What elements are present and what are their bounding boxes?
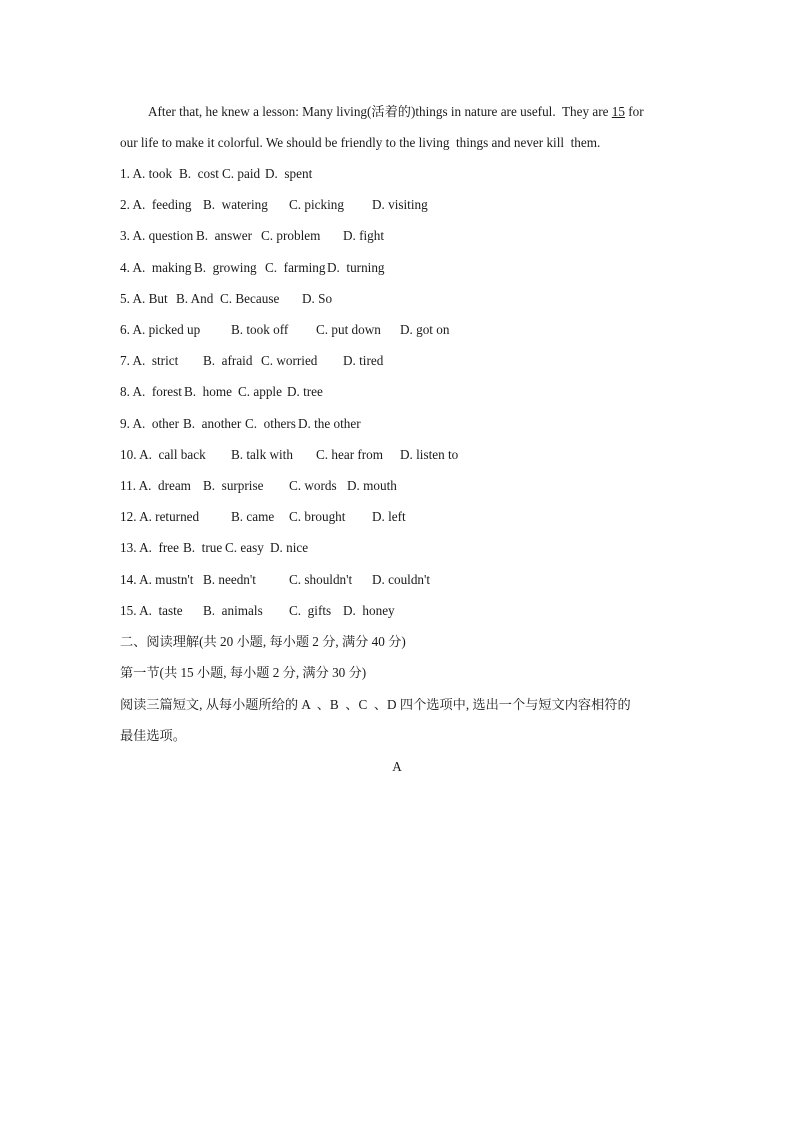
option-a: [120, 415, 179, 433]
question-number: 1.: [120, 166, 133, 181]
option-b: B. another: [183, 416, 242, 431]
question-number: 10.: [120, 447, 140, 462]
option-a: [120, 477, 191, 495]
option-d: D. left: [372, 509, 406, 524]
option-c: C. paid: [222, 166, 261, 181]
question-number: 13.: [120, 540, 140, 555]
question-number: 7.: [120, 353, 133, 368]
option-a: [120, 290, 168, 308]
option-d: D. got on: [400, 322, 450, 337]
option-text: A. picked up: [132, 322, 201, 337]
option-c: C. others: [245, 416, 296, 431]
question-number: 14.: [120, 572, 140, 587]
option-d: D. So: [302, 291, 333, 306]
option-d: D. tired: [343, 353, 384, 368]
option-d: D. fight: [343, 228, 385, 243]
option-c: C. apple: [238, 384, 282, 399]
option-b: B. afraid: [203, 353, 253, 368]
question-number: 2.: [120, 197, 133, 212]
option-b: B. watering: [203, 197, 268, 212]
option-b: B. needn't: [203, 572, 256, 587]
option-b: B. home: [184, 384, 232, 399]
passage-label: A: [392, 759, 402, 774]
option-c: C. worried: [261, 353, 318, 368]
option-text: A. free: [139, 540, 179, 555]
option-text: A. feeding: [132, 197, 192, 212]
passage-text: After that, he knew a lesson: Many living(: [148, 104, 372, 119]
option-b: B. took off: [231, 322, 289, 337]
instruction-line-1: 阅读三篇短文, 从每小题所给的 A 、B 、C 、D 四个选项中, 选出一个与短文内容相符的: [120, 697, 631, 712]
question-number: 8.: [120, 384, 133, 399]
option-d: D. honey: [343, 603, 395, 618]
option-a: [120, 196, 191, 214]
subsection-heading: 第一节(共 15 小题, 每小题 2 分, 满分 30 分): [120, 665, 367, 680]
option-c: C. easy: [225, 540, 264, 555]
option-c: C. hear from: [316, 447, 384, 462]
option-text: A. returned: [139, 509, 200, 524]
question-number: 15.: [120, 603, 140, 618]
option-text: A. call back: [139, 447, 206, 462]
chinese-gloss: 活着的: [371, 104, 411, 119]
option-c: C. gifts: [289, 603, 332, 618]
option-text: A. other: [132, 416, 179, 431]
option-d: D. the other: [298, 416, 361, 431]
instruction-line-2: 最佳选项。: [120, 728, 186, 743]
question-number: 11.: [120, 478, 139, 493]
option-text: A. question: [132, 228, 194, 243]
option-b: B. growing: [194, 260, 257, 275]
option-text: A. making: [132, 260, 192, 275]
option-a: [120, 508, 199, 526]
passage-line-1: [148, 103, 644, 121]
option-a: [120, 571, 193, 589]
passage-line-2: our life to make it colorful. We should be friendly to the living things and never kill them.: [120, 135, 601, 150]
option-c: C. problem: [261, 228, 321, 243]
passage-text: for: [624, 104, 644, 119]
option-a: [120, 602, 183, 620]
option-c: C. brought: [289, 509, 346, 524]
option-d: D. turning: [327, 260, 385, 275]
option-b: B. came: [231, 509, 275, 524]
question-number: 9.: [120, 416, 133, 431]
option-b: B. talk with: [231, 447, 293, 462]
option-b: B. true: [183, 540, 223, 555]
option-a: [120, 446, 206, 464]
option-text: A. dream: [138, 478, 191, 493]
option-d: D. couldn't: [372, 572, 431, 587]
option-text: A. But: [132, 291, 168, 306]
option-b: B. And: [176, 291, 214, 306]
option-text: A. mustn't: [139, 572, 194, 587]
option-b: B. animals: [203, 603, 263, 618]
blank-number: 15: [611, 104, 625, 119]
question-number: 4.: [120, 260, 133, 275]
option-a: [120, 321, 200, 339]
option-b: B. answer: [196, 228, 253, 243]
option-d: D. spent: [265, 166, 313, 181]
option-text: A. forest: [132, 384, 182, 399]
option-b: B. cost: [179, 166, 219, 181]
option-a: [120, 259, 191, 277]
section-heading: 二、阅读理解(共 20 小题, 每小题 2 分, 满分 40 分): [120, 634, 406, 649]
option-d: D. tree: [287, 384, 323, 399]
option-c: C. put down: [316, 322, 381, 337]
option-a: [120, 383, 182, 401]
option-a: [120, 165, 172, 183]
option-c: C. Because: [220, 291, 280, 306]
passage-text: )things in nature are useful. They are: [410, 104, 612, 119]
option-a: [120, 539, 179, 557]
option-c: C. words: [289, 478, 337, 493]
option-text: A. taste: [139, 603, 183, 618]
option-d: D. visiting: [372, 197, 428, 212]
option-c: C. picking: [289, 197, 344, 212]
option-text: A. took: [132, 166, 173, 181]
question-number: 6.: [120, 322, 133, 337]
option-c: C. shouldn't: [289, 572, 353, 587]
option-a: [120, 227, 193, 245]
option-d: D. listen to: [400, 447, 459, 462]
question-number: 3.: [120, 228, 133, 243]
option-c: C. farming: [265, 260, 326, 275]
option-a: [120, 352, 178, 370]
option-d: D. nice: [270, 540, 309, 555]
question-number: 5.: [120, 291, 133, 306]
question-number: 12.: [120, 509, 140, 524]
option-text: A. strict: [132, 353, 179, 368]
option-b: B. surprise: [203, 478, 264, 493]
option-d: D. mouth: [347, 478, 397, 493]
